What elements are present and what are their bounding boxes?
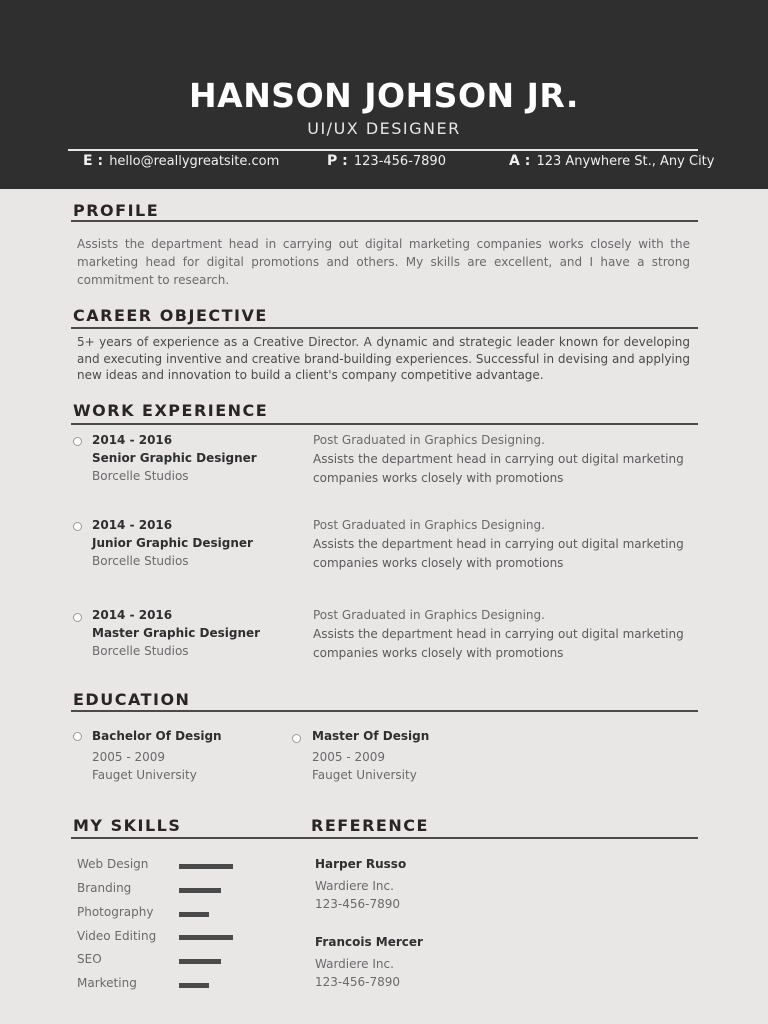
- skill-name: Marketing: [77, 976, 137, 990]
- profile-divider: [71, 220, 698, 222]
- timeline-dot: [73, 437, 82, 446]
- education-school: Fauget University: [92, 768, 197, 782]
- email-value[interactable]: hello@reallygreatsite.com: [109, 154, 280, 169]
- job-title: Master Graphic Designer: [92, 626, 261, 640]
- job-description: Assists the department head in carrying out digital marketing companies works closely with promotions: [313, 627, 684, 660]
- job-education-note: Post Graduated in Graphics Designing.: [313, 518, 545, 532]
- address-value: 123 Anywhere St., Any City: [536, 154, 715, 169]
- timeline-dot: [73, 522, 82, 531]
- job-years: 2014 - 2016: [92, 608, 173, 622]
- reference-name: Harper Russo: [315, 857, 407, 871]
- job-education-note: Post Graduated in Graphics Designing.: [313, 608, 545, 622]
- job-title: Junior Graphic Designer: [92, 536, 253, 550]
- phone-value: 123-456-7890: [353, 154, 446, 169]
- address-label: A :: [509, 153, 531, 169]
- job-years: 2014 - 2016: [92, 518, 173, 532]
- contact-phone: [327, 153, 446, 169]
- email-label: E :: [83, 153, 104, 169]
- reference-heading: REFERENCE: [311, 816, 429, 835]
- timeline-dot: [73, 613, 82, 622]
- education-school: Fauget University: [312, 768, 417, 782]
- job-company: Borcelle Studios: [92, 644, 189, 658]
- phone-label: P :: [327, 153, 348, 169]
- education-years: 2005 - 2009: [312, 750, 386, 764]
- education-degree: Bachelor Of Design: [92, 729, 222, 743]
- skill-bar: [179, 959, 221, 964]
- job-years: 2014 - 2016: [92, 433, 173, 447]
- objective-heading: CAREER OBJECTIVE: [73, 306, 268, 325]
- resume-header: [0, 0, 768, 189]
- skill-bar: [179, 888, 221, 893]
- skill-name: Photography: [77, 905, 154, 919]
- job-company: Borcelle Studios: [92, 469, 189, 483]
- candidate-role: UI/UX DESIGNER: [307, 119, 461, 138]
- reference-company: Wardiere Inc.: [315, 879, 394, 893]
- objective-text: 5+ years of experience as a Creative Director. A dynamic and strategic leader known for developing and executing inventive and creative brand-building experiences. Successful in devising and applying new ideas and innovation to build a client's company competitive advantage.: [77, 335, 690, 382]
- skill-bar: [179, 912, 209, 917]
- job-description: Assists the department head in carrying out digital marketing companies works closely with promotions: [313, 452, 684, 485]
- skills-heading: MY SKILLS: [73, 816, 182, 835]
- skill-name: Branding: [77, 881, 132, 895]
- contact-address: [509, 153, 714, 169]
- candidate-name: HANSON JOHSON JR.: [189, 76, 579, 115]
- skill-name: Video Editing: [77, 929, 157, 943]
- job-description: Assists the department head in carrying out digital marketing companies works closely with promotions: [313, 537, 684, 570]
- job-company: Borcelle Studios: [92, 554, 189, 568]
- header-divider: [68, 149, 698, 151]
- experience-heading: WORK EXPERIENCE: [73, 401, 269, 420]
- job-title: Senior Graphic Designer: [92, 451, 257, 465]
- skills-reference-divider: [71, 837, 698, 839]
- skill-name: Web Design: [77, 857, 149, 871]
- reference-phone: 123-456-7890: [315, 897, 401, 911]
- education-dot: [292, 734, 301, 743]
- skill-bar: [179, 983, 209, 988]
- reference-phone: 123-456-7890: [315, 975, 401, 989]
- profile-text: Assists the department head in carrying out digital marketing companies works closely with the marketing head for digital promotions and others. My skills are excellent, and I have a strong commitment to research.: [77, 237, 690, 287]
- profile-heading: PROFILE: [73, 201, 160, 220]
- skill-name: SEO: [77, 952, 102, 966]
- objective-divider: [71, 327, 698, 329]
- education-divider: [71, 710, 698, 712]
- education-heading: EDUCATION: [73, 690, 191, 709]
- reference-company: Wardiere Inc.: [315, 957, 394, 971]
- job-education-note: Post Graduated in Graphics Designing.: [313, 433, 545, 447]
- reference-name: Francois Mercer: [315, 935, 423, 949]
- education-years: 2005 - 2009: [92, 750, 166, 764]
- education-degree: Master Of Design: [312, 729, 430, 743]
- contact-email: [83, 153, 279, 169]
- experience-divider: [71, 423, 698, 425]
- skill-bar: [179, 935, 233, 940]
- education-dot: [73, 732, 82, 741]
- skill-bar: [179, 864, 233, 869]
